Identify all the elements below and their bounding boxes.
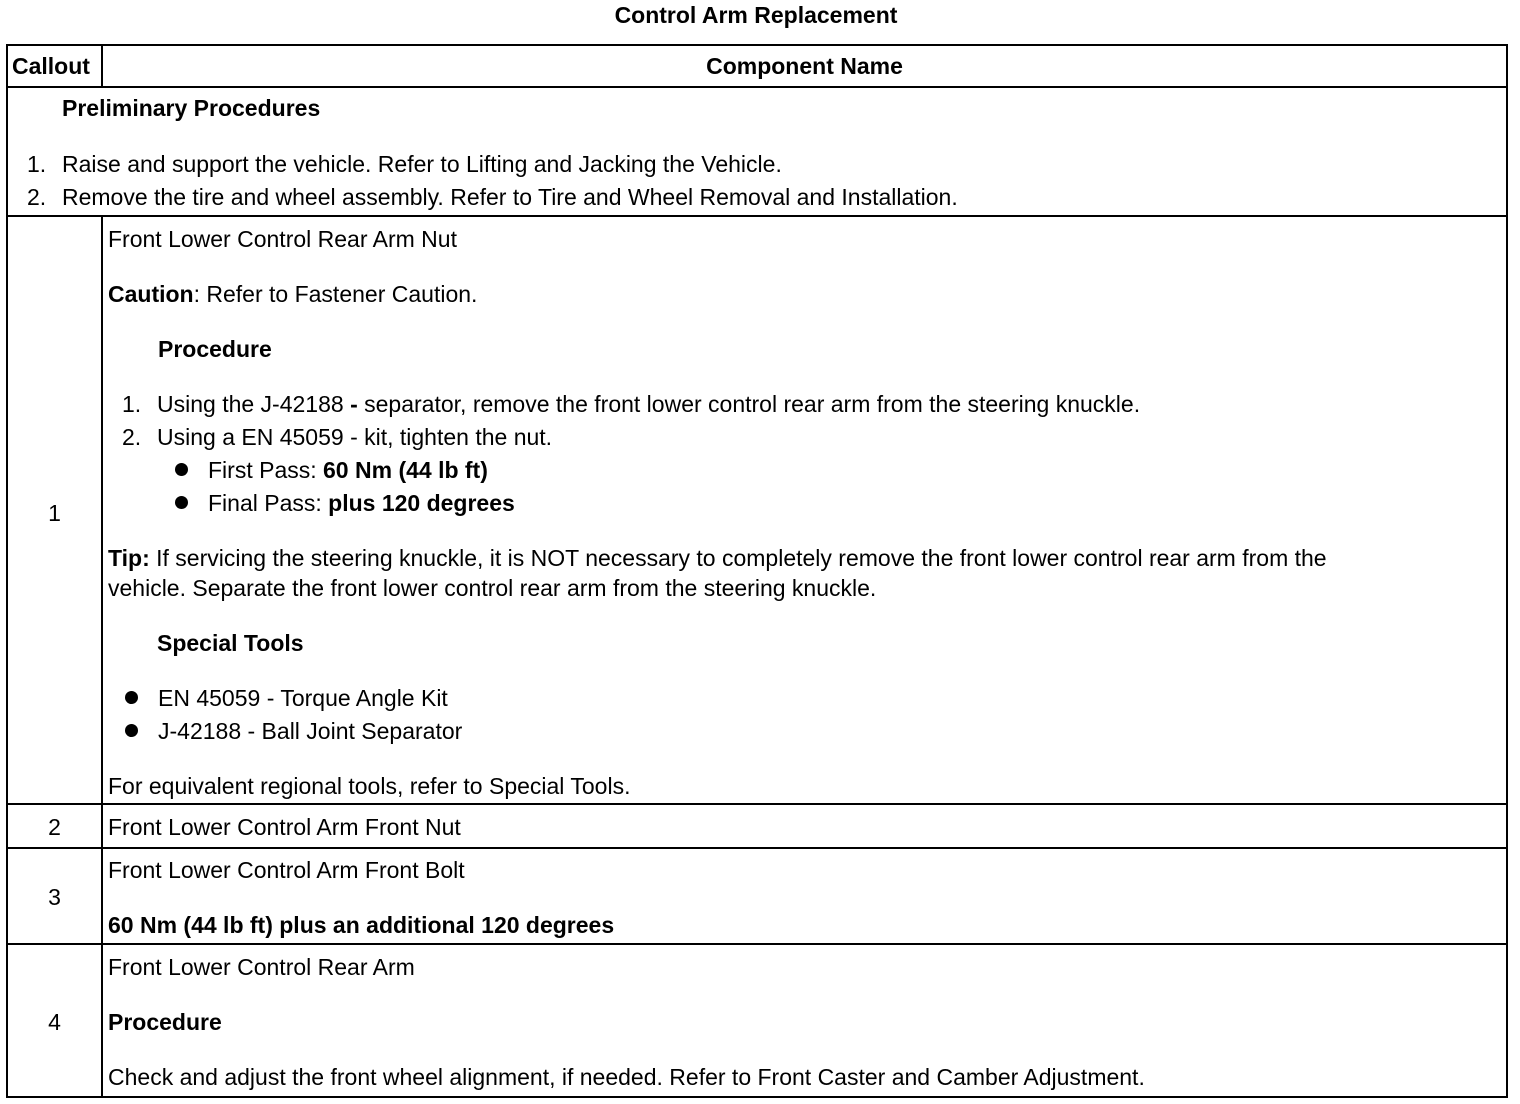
callout-number: 2 <box>48 814 61 840</box>
header-callout: Callout <box>12 53 90 79</box>
procedure-heading: Procedure <box>108 1009 222 1035</box>
header-divider <box>6 86 1508 88</box>
component-name: Front Lower Control Rear Arm <box>108 954 415 980</box>
header-component-name: Component Name <box>706 53 903 79</box>
torque-pass: First Pass: 60 Nm (44 lb ft) <box>208 457 488 483</box>
component-name: Front Lower Control Rear Arm Nut <box>108 226 457 252</box>
step-number: 1. <box>27 151 47 177</box>
caution-note: Caution: Refer to Fastener Caution. <box>108 281 478 307</box>
preliminary-step: Raise and support the vehicle. Refer to Lifting and Jacking the Vehicle. <box>62 151 782 177</box>
row-divider <box>6 215 1508 217</box>
bullet-icon <box>175 496 188 509</box>
tip-note-continued: vehicle. Separate the front lower control rear arm from the steering knuckle. <box>108 575 877 601</box>
step-number: 2. <box>27 184 47 210</box>
component-name: Front Lower Control Arm Front Bolt <box>108 857 465 883</box>
torque-spec: 60 Nm (44 lb ft) plus an additional 120 degrees <box>108 912 615 938</box>
bullet-icon <box>125 691 138 704</box>
bullet-icon <box>125 724 138 737</box>
row-divider <box>6 847 1508 849</box>
tip-note: Tip: If servicing the steering knuckle, it is NOT necessary to completely remove the front lower control rear arm from the <box>108 545 1327 571</box>
component-name: Front Lower Control Arm Front Nut <box>108 814 461 840</box>
column-divider <box>101 215 103 1098</box>
page-title: Control Arm Replacement <box>614 2 898 28</box>
procedure-step: Using the J-42188 - separator, remove the front lower control rear arm from the steering knuckle. <box>157 391 1141 417</box>
procedure-text: Check and adjust the front wheel alignment, if needed. Refer to Front Caster and Camber Adjustment. <box>108 1064 1145 1090</box>
procedure-step: Using a EN 45059 - kit, tighten the nut. <box>157 424 553 450</box>
callout-number: 4 <box>48 1009 61 1035</box>
preliminary-heading: Preliminary Procedures <box>62 95 321 121</box>
bullet-icon <box>175 463 188 476</box>
procedure-heading: Procedure <box>158 336 272 362</box>
callout-number: 3 <box>48 884 61 910</box>
special-tool-item: J-42188 - Ball Joint Separator <box>158 718 463 744</box>
special-tools-heading: Special Tools <box>157 630 304 656</box>
step-number: 1. <box>122 391 142 417</box>
callout-number: 1 <box>48 500 61 526</box>
torque-pass: Final Pass: plus 120 degrees <box>208 490 515 516</box>
tools-note: For equivalent regional tools, refer to Special Tools. <box>108 773 631 799</box>
special-tool-item: EN 45059 - Torque Angle Kit <box>158 685 448 711</box>
row-divider <box>6 803 1508 805</box>
preliminary-step: Remove the tire and wheel assembly. Refer to Tire and Wheel Removal and Installation. <box>62 184 958 210</box>
step-number: 2. <box>122 424 142 450</box>
row-divider <box>6 943 1508 945</box>
